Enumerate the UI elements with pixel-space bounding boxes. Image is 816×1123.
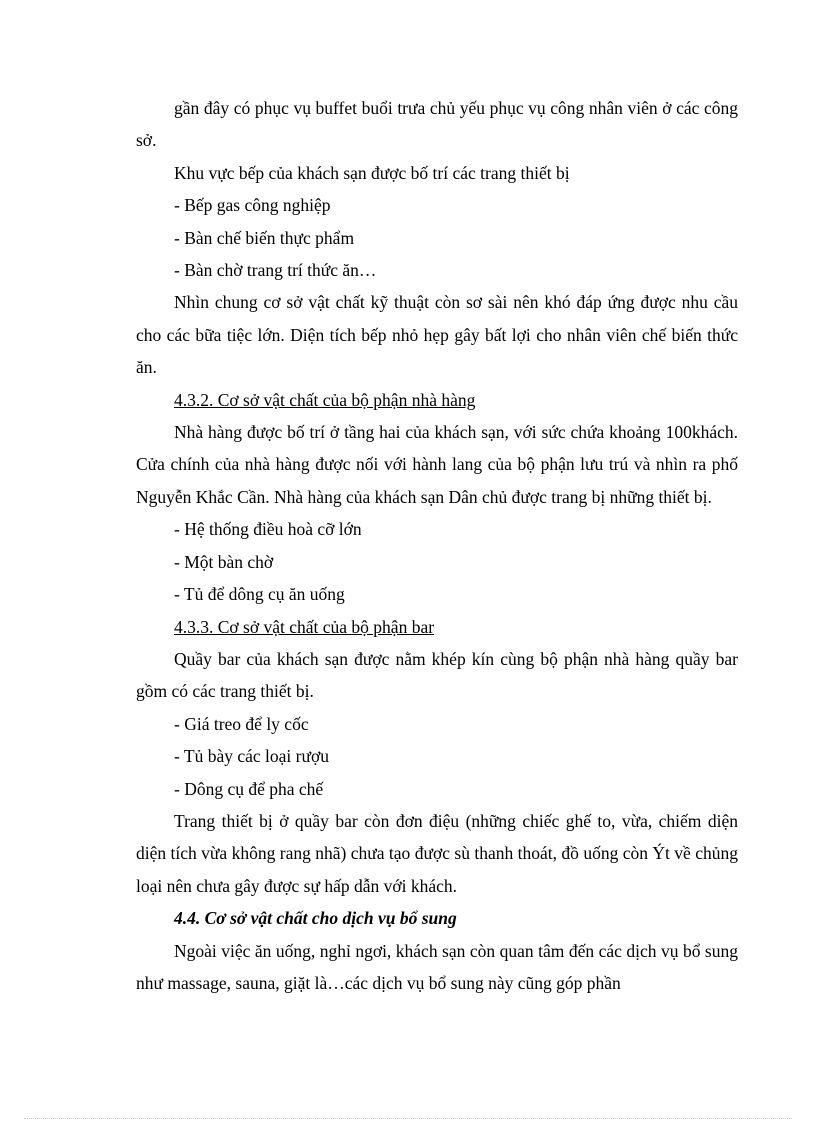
list-item-restaurant-3: - Tủ để dông cụ ăn uống bbox=[174, 584, 345, 605]
paragraph-buffet: gần đây có phục vụ buffet buổi trưa chủ yếu phục vụ công nhân viên ở các công sở. bbox=[136, 98, 738, 151]
document-page bbox=[136, 92, 738, 999]
paragraph-kitchen-intro: Khu vực bếp của khách sạn được bố trí các trang thiết bị bbox=[174, 162, 570, 183]
list-item-kitchen-1: - Bếp gas công nghiệp bbox=[174, 195, 331, 216]
paragraph-bar-summary: Trang thiết bị ở quầy bar còn đơn điệu (những chiếc ghế to, vừa, chiếm diện diện tích vừa không rang nhã) chưa tạo được sù thanh thoát, đồ uống còn Ýt về chủng loại nên chưa gây được sự hấp dẫn với khách. bbox=[136, 810, 738, 896]
heading-bar-text: 4.3.3. Cơ sở vật chất của bộ phận bar bbox=[174, 616, 435, 637]
paragraph-kitchen-summary: Nhìn chung cơ sở vật chất kỹ thuật còn sơ sài nên khó đáp ứng được nhu cầu cho các bữa tiệc lớn. Diện tích bếp nhỏ hẹp gây bất lợi cho nhân viên chế biến thức ăn. bbox=[136, 292, 738, 378]
list-item-kitchen-2: - Bàn chế biến thực phẩm bbox=[174, 227, 355, 248]
paragraph-supplementary: Ngoài việc ăn uống, nghỉ ngơi, khách sạn còn quan tâm đến các dịch vụ bổ sung như massage, sauna, giặt là…các dịch vụ bổ sung này cũng góp phần bbox=[136, 940, 738, 993]
paragraph-bar: Quầy bar của khách sạn được nằm khép kín cùng bộ phận nhà hàng quầy bar gồm có các trang thiết bị. bbox=[136, 648, 738, 702]
list-item-kitchen-3: - Bàn chờ trang trí thức ăn… bbox=[174, 260, 377, 281]
paragraph-restaurant: Nhà hàng được bố trí ở tầng hai của khách sạn, với sức chứa khoảng 100khách. Cửa chính của nhà hàng được nối với hành lang của bộ phận lưu trú và nhìn ra phố Nguyễn Khắc Cần. Nhà hàng của khách sạn Dân chủ được trang bị những thiết bị. bbox=[136, 422, 738, 507]
heading-restaurant bbox=[136, 384, 738, 416]
list-item-restaurant-2: - Một bàn chờ bbox=[174, 551, 274, 572]
page-bottom-rule bbox=[24, 1118, 792, 1119]
heading-restaurant-text: 4.3.2. Cơ sở vật chất của bộ phận nhà hàng bbox=[174, 389, 476, 410]
list-item-bar-1: - Giá treo để ly cốc bbox=[174, 713, 309, 734]
list-item-restaurant-1: - Hệ thống điều hoà cỡ lớn bbox=[174, 519, 362, 540]
heading-bar bbox=[136, 611, 738, 643]
list-item-bar-2: - Tủ bày các loại rượu bbox=[174, 746, 329, 767]
list-item-bar-3: - Dông cụ để pha chế bbox=[174, 778, 324, 799]
heading-supplementary: 4.4. Cơ sở vật chất cho dịch vụ bổ sung bbox=[174, 908, 457, 929]
